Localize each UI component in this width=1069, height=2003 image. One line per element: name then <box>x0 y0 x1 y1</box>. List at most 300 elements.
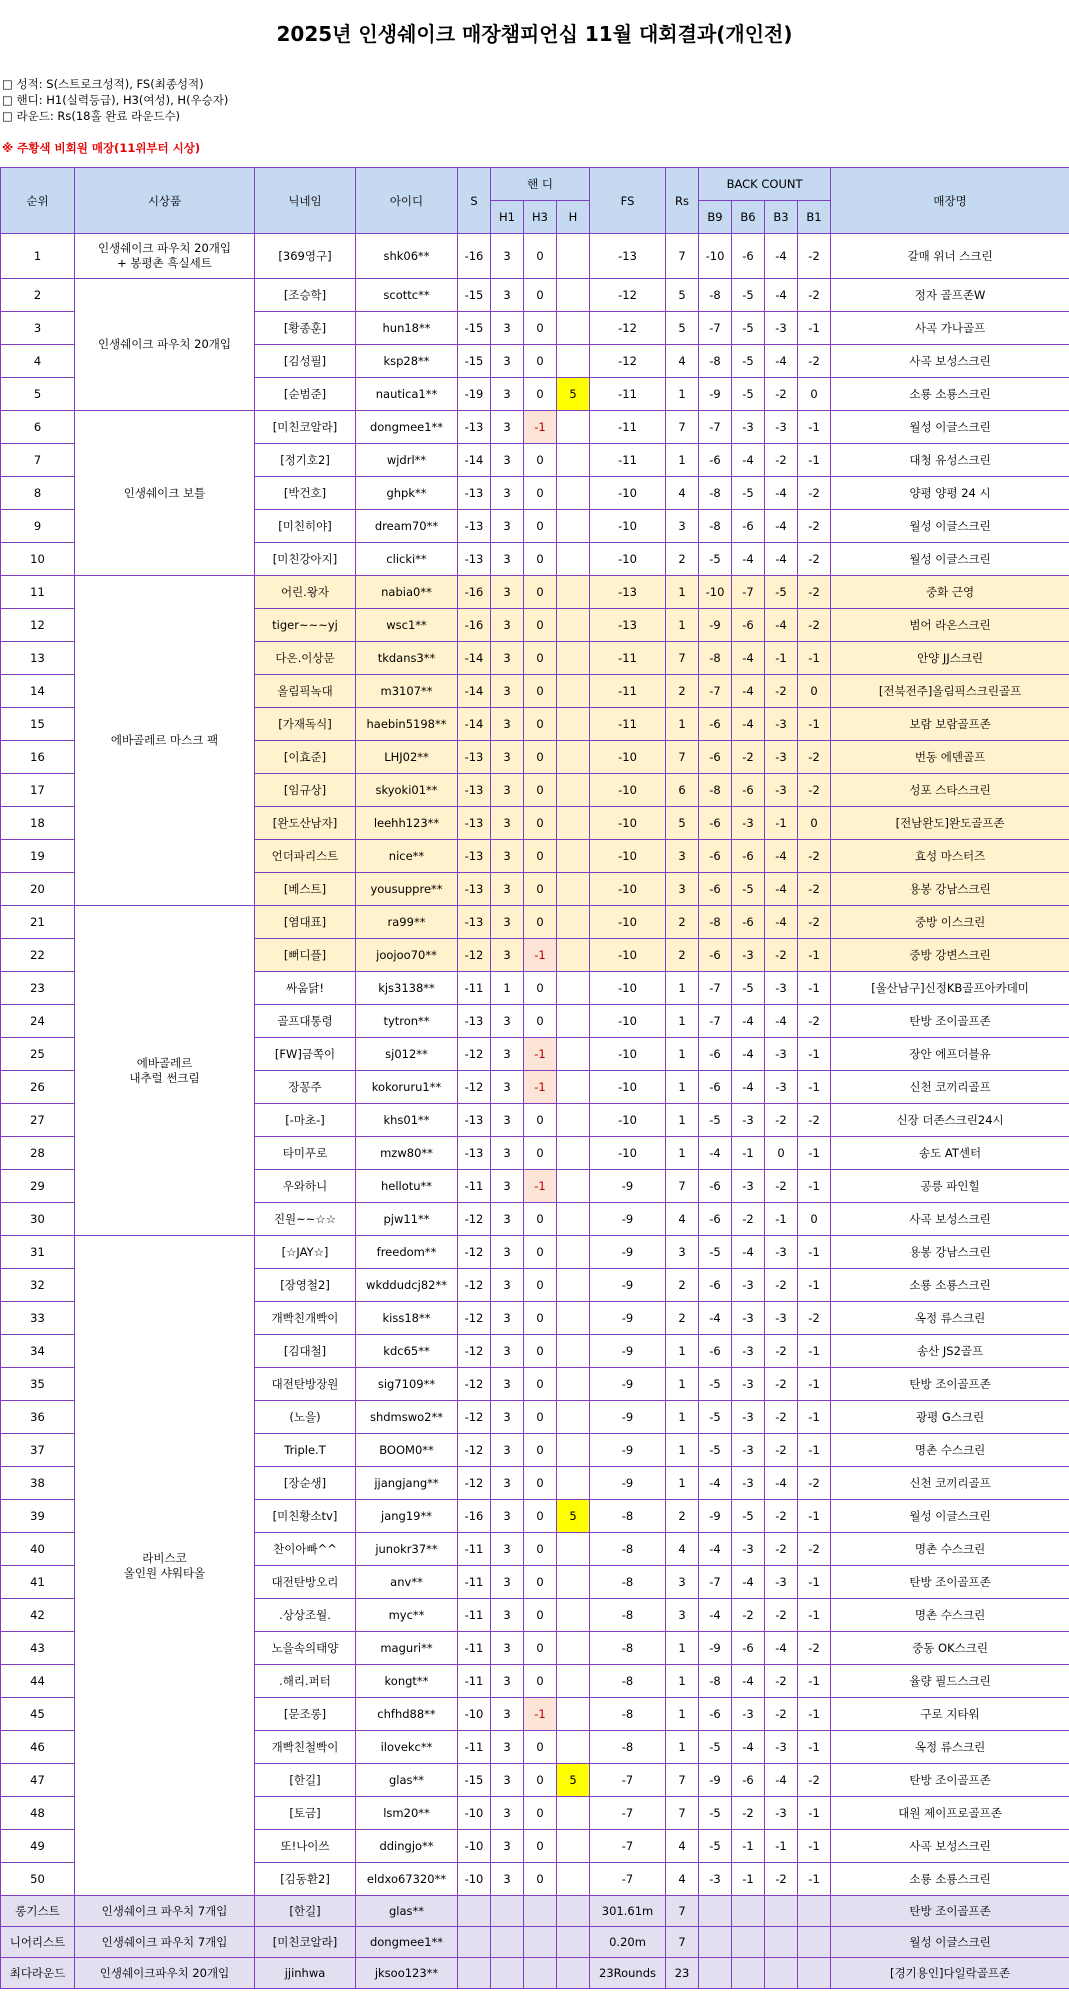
store-cell: 성포 스타스크린 <box>831 774 1069 807</box>
fs-cell: -11 <box>590 642 666 675</box>
id-cell: ksp28** <box>356 345 458 378</box>
rank-cell: 36 <box>1 1401 75 1434</box>
rank-cell: 17 <box>1 774 75 807</box>
h1-cell: 3 <box>491 378 524 411</box>
h3-cell: 0 <box>524 1434 557 1467</box>
s-cell: -11 <box>458 1599 491 1632</box>
b3-cell: -4 <box>765 1467 798 1500</box>
rs-cell: 1 <box>666 1665 699 1698</box>
b3-cell: -2 <box>765 1698 798 1731</box>
s-cell: -13 <box>458 510 491 543</box>
fs-cell: -11 <box>590 708 666 741</box>
store-cell: 갈매 위너 스크린 <box>831 234 1069 279</box>
h3-cell: 0 <box>524 1236 557 1269</box>
h3-cell: -1 <box>524 939 557 972</box>
s-cell: -10 <box>458 1698 491 1731</box>
b9-cell: -7 <box>699 1005 732 1038</box>
fs-cell: -8 <box>590 1500 666 1533</box>
b9-cell: -8 <box>699 1665 732 1698</box>
rs-cell: 7 <box>666 1927 699 1958</box>
h-cell <box>557 1434 590 1467</box>
h3-cell: 0 <box>524 807 557 840</box>
h3-cell: 0 <box>524 1467 557 1500</box>
rs-cell: 1 <box>666 378 699 411</box>
h-cell <box>557 642 590 675</box>
h1-cell: 3 <box>491 906 524 939</box>
s-cell: -12 <box>458 939 491 972</box>
b3-cell: -2 <box>765 1104 798 1137</box>
b1-cell: -1 <box>798 1599 831 1632</box>
h-cell <box>557 1104 590 1137</box>
h-cell <box>557 1269 590 1302</box>
h-cell <box>557 1335 590 1368</box>
store-cell: 사곡 보성스크린 <box>831 1203 1069 1236</box>
rs-cell: 1 <box>666 1731 699 1764</box>
b9-cell: -8 <box>699 345 732 378</box>
table-row <box>1 411 1069 444</box>
b6-cell: -3 <box>732 1104 765 1137</box>
rs-cell: 5 <box>666 312 699 345</box>
b9-cell: -6 <box>699 840 732 873</box>
rs-cell: 1 <box>666 708 699 741</box>
rs-cell: 7 <box>666 1170 699 1203</box>
b1-cell: -2 <box>798 906 831 939</box>
b9-cell: -6 <box>699 444 732 477</box>
h-cell <box>557 1632 590 1665</box>
h-cell <box>557 1071 590 1104</box>
fs-cell: -8 <box>590 1731 666 1764</box>
b1-cell: -2 <box>798 1764 831 1797</box>
rank-cell: 45 <box>1 1698 75 1731</box>
special-award-row <box>1 1927 1069 1958</box>
header-id: 아이디 <box>356 168 458 234</box>
b1-cell: -1 <box>798 642 831 675</box>
h1-cell: 3 <box>491 1236 524 1269</box>
s-cell: -12 <box>458 1236 491 1269</box>
s-cell: -13 <box>458 774 491 807</box>
id-cell: kokoruru1** <box>356 1071 458 1104</box>
b6-cell <box>732 1927 765 1958</box>
b9-cell: -7 <box>699 312 732 345</box>
rank-cell: 39 <box>1 1500 75 1533</box>
b9-cell: -4 <box>699 1533 732 1566</box>
nickname-cell: [김동환2] <box>255 1863 356 1896</box>
store-cell: 사곡 보성스크린 <box>831 1830 1069 1863</box>
b3-cell: -4 <box>765 609 798 642</box>
nickname-cell: [조승학] <box>255 279 356 312</box>
h3-cell: 0 <box>524 1269 557 1302</box>
nickname-cell: (노을) <box>255 1401 356 1434</box>
id-cell: junokr37** <box>356 1533 458 1566</box>
b3-cell: -3 <box>765 1071 798 1104</box>
b1-cell: -2 <box>798 576 831 609</box>
header-backcount: BACK COUNT <box>699 168 831 201</box>
fs-cell: -10 <box>590 807 666 840</box>
rs-cell: 7 <box>666 741 699 774</box>
b6-cell: -5 <box>732 1500 765 1533</box>
b1-cell: -1 <box>798 972 831 1005</box>
b3-cell <box>765 1958 798 1989</box>
h1-cell: 3 <box>491 1665 524 1698</box>
b6-cell: -3 <box>732 1170 765 1203</box>
store-cell: 송도 AT센터 <box>831 1137 1069 1170</box>
b9-cell: -5 <box>699 1797 732 1830</box>
legend-rounds: □ 라운드: Rs(18홀 완료 라운드수) <box>2 109 181 123</box>
b3-cell: -4 <box>765 1764 798 1797</box>
b1-cell: -1 <box>798 1500 831 1533</box>
id-cell: kdc65** <box>356 1335 458 1368</box>
nickname-cell: [369영구] <box>255 234 356 279</box>
b1-cell <box>798 1958 831 1989</box>
rs-cell: 1 <box>666 444 699 477</box>
nickname-cell: 개빡친개빡이 <box>255 1302 356 1335</box>
rank-cell: 1 <box>1 234 75 279</box>
h-cell <box>557 1830 590 1863</box>
nickname-cell: [베스트] <box>255 873 356 906</box>
rank-cell: 11 <box>1 576 75 609</box>
b9-cell: -6 <box>699 1038 732 1071</box>
b1-cell: -1 <box>798 1368 831 1401</box>
h1-cell: 3 <box>491 1698 524 1731</box>
b3-cell: -3 <box>765 708 798 741</box>
b3-cell: -3 <box>765 774 798 807</box>
store-cell: [전남완도]완도골프존 <box>831 807 1069 840</box>
b6-cell: -6 <box>732 906 765 939</box>
id-cell: shk06** <box>356 234 458 279</box>
h3-cell: 0 <box>524 510 557 543</box>
b6-cell: -6 <box>732 609 765 642</box>
b3-cell: -2 <box>765 1599 798 1632</box>
fs-cell: -10 <box>590 1071 666 1104</box>
h1-cell: 3 <box>491 1830 524 1863</box>
id-cell: sig7109** <box>356 1368 458 1401</box>
rs-cell: 5 <box>666 807 699 840</box>
rank-cell: 43 <box>1 1632 75 1665</box>
h-cell <box>557 1896 590 1927</box>
b9-cell: -5 <box>699 1401 732 1434</box>
b9-cell: -9 <box>699 378 732 411</box>
b3-cell: -2 <box>765 1665 798 1698</box>
s-cell: -15 <box>458 312 491 345</box>
nickname-cell: 개빡친철빡이 <box>255 1731 356 1764</box>
nickname-cell: [미친코알라] <box>255 411 356 444</box>
fs-cell: -10 <box>590 840 666 873</box>
s-cell: -10 <box>458 1830 491 1863</box>
s-cell: -19 <box>458 378 491 411</box>
s-cell: -12 <box>458 1434 491 1467</box>
rs-cell: 1 <box>666 1071 699 1104</box>
rs-cell: 4 <box>666 1203 699 1236</box>
h3-cell: 0 <box>524 345 557 378</box>
h1-cell: 3 <box>491 444 524 477</box>
prize-cell: 라비스코 올인원 샤워타올 <box>75 1236 255 1896</box>
b9-cell: -10 <box>699 234 732 279</box>
b6-cell: -2 <box>732 1599 765 1632</box>
h3-cell: 0 <box>524 1203 557 1236</box>
h1-cell: 3 <box>491 1401 524 1434</box>
s-cell <box>458 1896 491 1927</box>
prize-cell: 인생쉐이크 파우치 20개입 + 봉평촌 흑실세트 <box>75 234 255 279</box>
h3-cell: 0 <box>524 378 557 411</box>
b1-cell <box>798 1896 831 1927</box>
s-cell: -12 <box>458 1071 491 1104</box>
store-cell: 용봉 강남스크린 <box>831 1236 1069 1269</box>
b1-cell: -1 <box>798 1830 831 1863</box>
s-cell: -15 <box>458 279 491 312</box>
b3-cell: -2 <box>765 378 798 411</box>
b3-cell: -3 <box>765 741 798 774</box>
b1-cell: 0 <box>798 675 831 708</box>
fs-cell: -8 <box>590 1533 666 1566</box>
header-b3: B3 <box>765 201 798 234</box>
b1-cell: 0 <box>798 1203 831 1236</box>
b9-cell: -6 <box>699 1170 732 1203</box>
b1-cell: -1 <box>798 312 831 345</box>
b1-cell: -2 <box>798 840 831 873</box>
h3-cell: 0 <box>524 1566 557 1599</box>
s-cell: -10 <box>458 1863 491 1896</box>
rs-cell: 7 <box>666 1764 699 1797</box>
fs-cell: -7 <box>590 1797 666 1830</box>
rs-cell: 2 <box>666 675 699 708</box>
rs-cell: 1 <box>666 1137 699 1170</box>
fs-cell: -13 <box>590 609 666 642</box>
h1-cell: 3 <box>491 411 524 444</box>
s-cell: -12 <box>458 1335 491 1368</box>
b6-cell: -3 <box>732 1467 765 1500</box>
store-cell: [전북전주]올림픽스크린골프 <box>831 675 1069 708</box>
nickname-cell: [박건호] <box>255 477 356 510</box>
id-cell: haebin5198** <box>356 708 458 741</box>
fs-cell: -10 <box>590 1038 666 1071</box>
s-cell: -13 <box>458 741 491 774</box>
rank-cell: 13 <box>1 642 75 675</box>
s-cell: -13 <box>458 1137 491 1170</box>
table-row <box>1 906 1069 939</box>
h-cell <box>557 1731 590 1764</box>
h1-cell <box>491 1958 524 1989</box>
header-rank: 순위 <box>1 168 75 234</box>
b6-cell: -3 <box>732 1434 765 1467</box>
h1-cell: 3 <box>491 345 524 378</box>
b3-cell: -4 <box>765 1005 798 1038</box>
b3-cell: -2 <box>765 1434 798 1467</box>
h3-cell: 0 <box>524 234 557 279</box>
b9-cell: -6 <box>699 708 732 741</box>
s-cell: -14 <box>458 675 491 708</box>
nickname-cell: [김성필] <box>255 345 356 378</box>
b9-cell: -6 <box>699 807 732 840</box>
h3-cell: -1 <box>524 1170 557 1203</box>
nickname-cell: [김대철] <box>255 1335 356 1368</box>
b9-cell: -7 <box>699 411 732 444</box>
h1-cell: 3 <box>491 1137 524 1170</box>
s-cell: -13 <box>458 543 491 576</box>
id-cell: leehh123** <box>356 807 458 840</box>
nickname-cell: [문조롱] <box>255 1698 356 1731</box>
s-cell: -13 <box>458 411 491 444</box>
b9-cell: -8 <box>699 906 732 939</box>
h3-cell: 0 <box>524 1104 557 1137</box>
b3-cell: -3 <box>765 1731 798 1764</box>
b3-cell: -4 <box>765 906 798 939</box>
rank-cell: 15 <box>1 708 75 741</box>
b3-cell: -4 <box>765 345 798 378</box>
rs-cell: 2 <box>666 1269 699 1302</box>
table-row <box>1 279 1069 312</box>
s-cell: -16 <box>458 1500 491 1533</box>
h1-cell: 3 <box>491 1071 524 1104</box>
rank-cell: 16 <box>1 741 75 774</box>
header-h1: H1 <box>491 201 524 234</box>
h3-cell: 0 <box>524 906 557 939</box>
nickname-cell: 타미푸로 <box>255 1137 356 1170</box>
rs-cell: 4 <box>666 477 699 510</box>
h-cell <box>557 279 590 312</box>
h3-cell: 0 <box>524 1632 557 1665</box>
rank-cell: 33 <box>1 1302 75 1335</box>
nonmember-warning: ※ 주황색 비회원 매장(11위부터 시상) <box>2 141 201 155</box>
nickname-cell: [한길] <box>255 1896 356 1927</box>
b1-cell: -2 <box>798 543 831 576</box>
b9-cell: -5 <box>699 1236 732 1269</box>
b1-cell: -2 <box>798 1104 831 1137</box>
fs-cell: -9 <box>590 1203 666 1236</box>
h-cell <box>557 1958 590 1989</box>
store-cell: 중방 이스크린 <box>831 906 1069 939</box>
b9-cell <box>699 1896 732 1927</box>
h3-cell: 0 <box>524 873 557 906</box>
rs-cell: 1 <box>666 1434 699 1467</box>
nickname-cell: [임규상] <box>255 774 356 807</box>
b6-cell: -4 <box>732 1236 765 1269</box>
rs-cell: 3 <box>666 840 699 873</box>
fs-cell: -9 <box>590 1401 666 1434</box>
prize-cell: 에바골레르 마스크 팩 <box>75 576 255 906</box>
fs-cell: -10 <box>590 906 666 939</box>
rs-cell: 4 <box>666 1830 699 1863</box>
s-cell: -11 <box>458 1170 491 1203</box>
nickname-cell: [미친코알라] <box>255 1927 356 1958</box>
b9-cell: -8 <box>699 642 732 675</box>
store-cell: 대청 유성스크린 <box>831 444 1069 477</box>
results-table <box>0 167 1069 1989</box>
b1-cell: -1 <box>798 1731 831 1764</box>
h1-cell: 3 <box>491 741 524 774</box>
h-cell: 5 <box>557 1764 590 1797</box>
h3-cell: 0 <box>524 675 557 708</box>
b6-cell: -5 <box>732 378 765 411</box>
id-cell: wkddudcj82** <box>356 1269 458 1302</box>
b6-cell: -4 <box>732 543 765 576</box>
h1-cell: 3 <box>491 1632 524 1665</box>
h-cell <box>557 234 590 279</box>
h1-cell: 3 <box>491 234 524 279</box>
b3-cell: -3 <box>765 312 798 345</box>
h1-cell: 3 <box>491 576 524 609</box>
rank-cell: 4 <box>1 345 75 378</box>
rank-cell: 20 <box>1 873 75 906</box>
fs-cell: -9 <box>590 1335 666 1368</box>
nickname-cell: 올림픽녹대 <box>255 675 356 708</box>
rs-cell: 1 <box>666 1104 699 1137</box>
nickname-cell: [가재독식] <box>255 708 356 741</box>
fs-cell: -10 <box>590 972 666 1005</box>
header-rs: Rs <box>666 168 699 234</box>
b9-cell: -7 <box>699 675 732 708</box>
h3-cell: 0 <box>524 642 557 675</box>
rs-cell: 1 <box>666 1335 699 1368</box>
b6-cell: -6 <box>732 510 765 543</box>
fs-cell: -11 <box>590 378 666 411</box>
id-cell: ra99** <box>356 906 458 939</box>
b1-cell: -1 <box>798 411 831 444</box>
header-b9: B9 <box>699 201 732 234</box>
rs-cell: 7 <box>666 642 699 675</box>
rank-cell: 3 <box>1 312 75 345</box>
s-cell <box>458 1958 491 1989</box>
b1-cell: -2 <box>798 1533 831 1566</box>
b1-cell: -2 <box>798 741 831 774</box>
fs-cell: -10 <box>590 543 666 576</box>
nickname-cell: 대전탄방오리 <box>255 1566 356 1599</box>
s-cell: -11 <box>458 1566 491 1599</box>
b6-cell: -5 <box>732 279 765 312</box>
b6-cell: -2 <box>732 1203 765 1236</box>
h3-cell: 0 <box>524 444 557 477</box>
nickname-cell: 골프대통령 <box>255 1005 356 1038</box>
rank-cell: 9 <box>1 510 75 543</box>
header-b6: B6 <box>732 201 765 234</box>
fs-cell: -8 <box>590 1698 666 1731</box>
store-cell: 명촌 수스크린 <box>831 1533 1069 1566</box>
b1-cell: -2 <box>798 1005 831 1038</box>
rank-cell: 35 <box>1 1368 75 1401</box>
b9-cell: -8 <box>699 279 732 312</box>
rank-cell: 26 <box>1 1071 75 1104</box>
header-store: 매장명 <box>831 168 1069 234</box>
b9-cell: -7 <box>699 972 732 1005</box>
legend-score: □ 성적: S(스트로크성적), FS(최종성적) <box>2 77 204 91</box>
rank-cell: 29 <box>1 1170 75 1203</box>
rank-cell: 38 <box>1 1467 75 1500</box>
fs-cell: -9 <box>590 1434 666 1467</box>
b3-cell: -3 <box>765 1797 798 1830</box>
fs-cell: 23Rounds <box>590 1958 666 1989</box>
fs-cell: -7 <box>590 1830 666 1863</box>
b6-cell: -6 <box>732 840 765 873</box>
b3-cell: -1 <box>765 1203 798 1236</box>
b1-cell: -2 <box>798 1467 831 1500</box>
nickname-cell: [미친황소tv] <box>255 1500 356 1533</box>
legend-handicap: □ 핸디: H1(실력등급), H3(여성), H(우승자) <box>2 93 229 107</box>
id-cell: skyoki01** <box>356 774 458 807</box>
b3-cell: -3 <box>765 972 798 1005</box>
id-cell: myc** <box>356 1599 458 1632</box>
b6-cell <box>732 1896 765 1927</box>
id-cell: LHJ02** <box>356 741 458 774</box>
result-rows <box>1 234 1069 1896</box>
b3-cell: -3 <box>765 1302 798 1335</box>
rank-cell: 42 <box>1 1599 75 1632</box>
b1-cell: -1 <box>798 1797 831 1830</box>
h1-cell: 3 <box>491 1797 524 1830</box>
b9-cell: -7 <box>699 1566 732 1599</box>
rank-cell: 12 <box>1 609 75 642</box>
h-cell <box>557 939 590 972</box>
id-cell: pjw11** <box>356 1203 458 1236</box>
b6-cell: -5 <box>732 312 765 345</box>
